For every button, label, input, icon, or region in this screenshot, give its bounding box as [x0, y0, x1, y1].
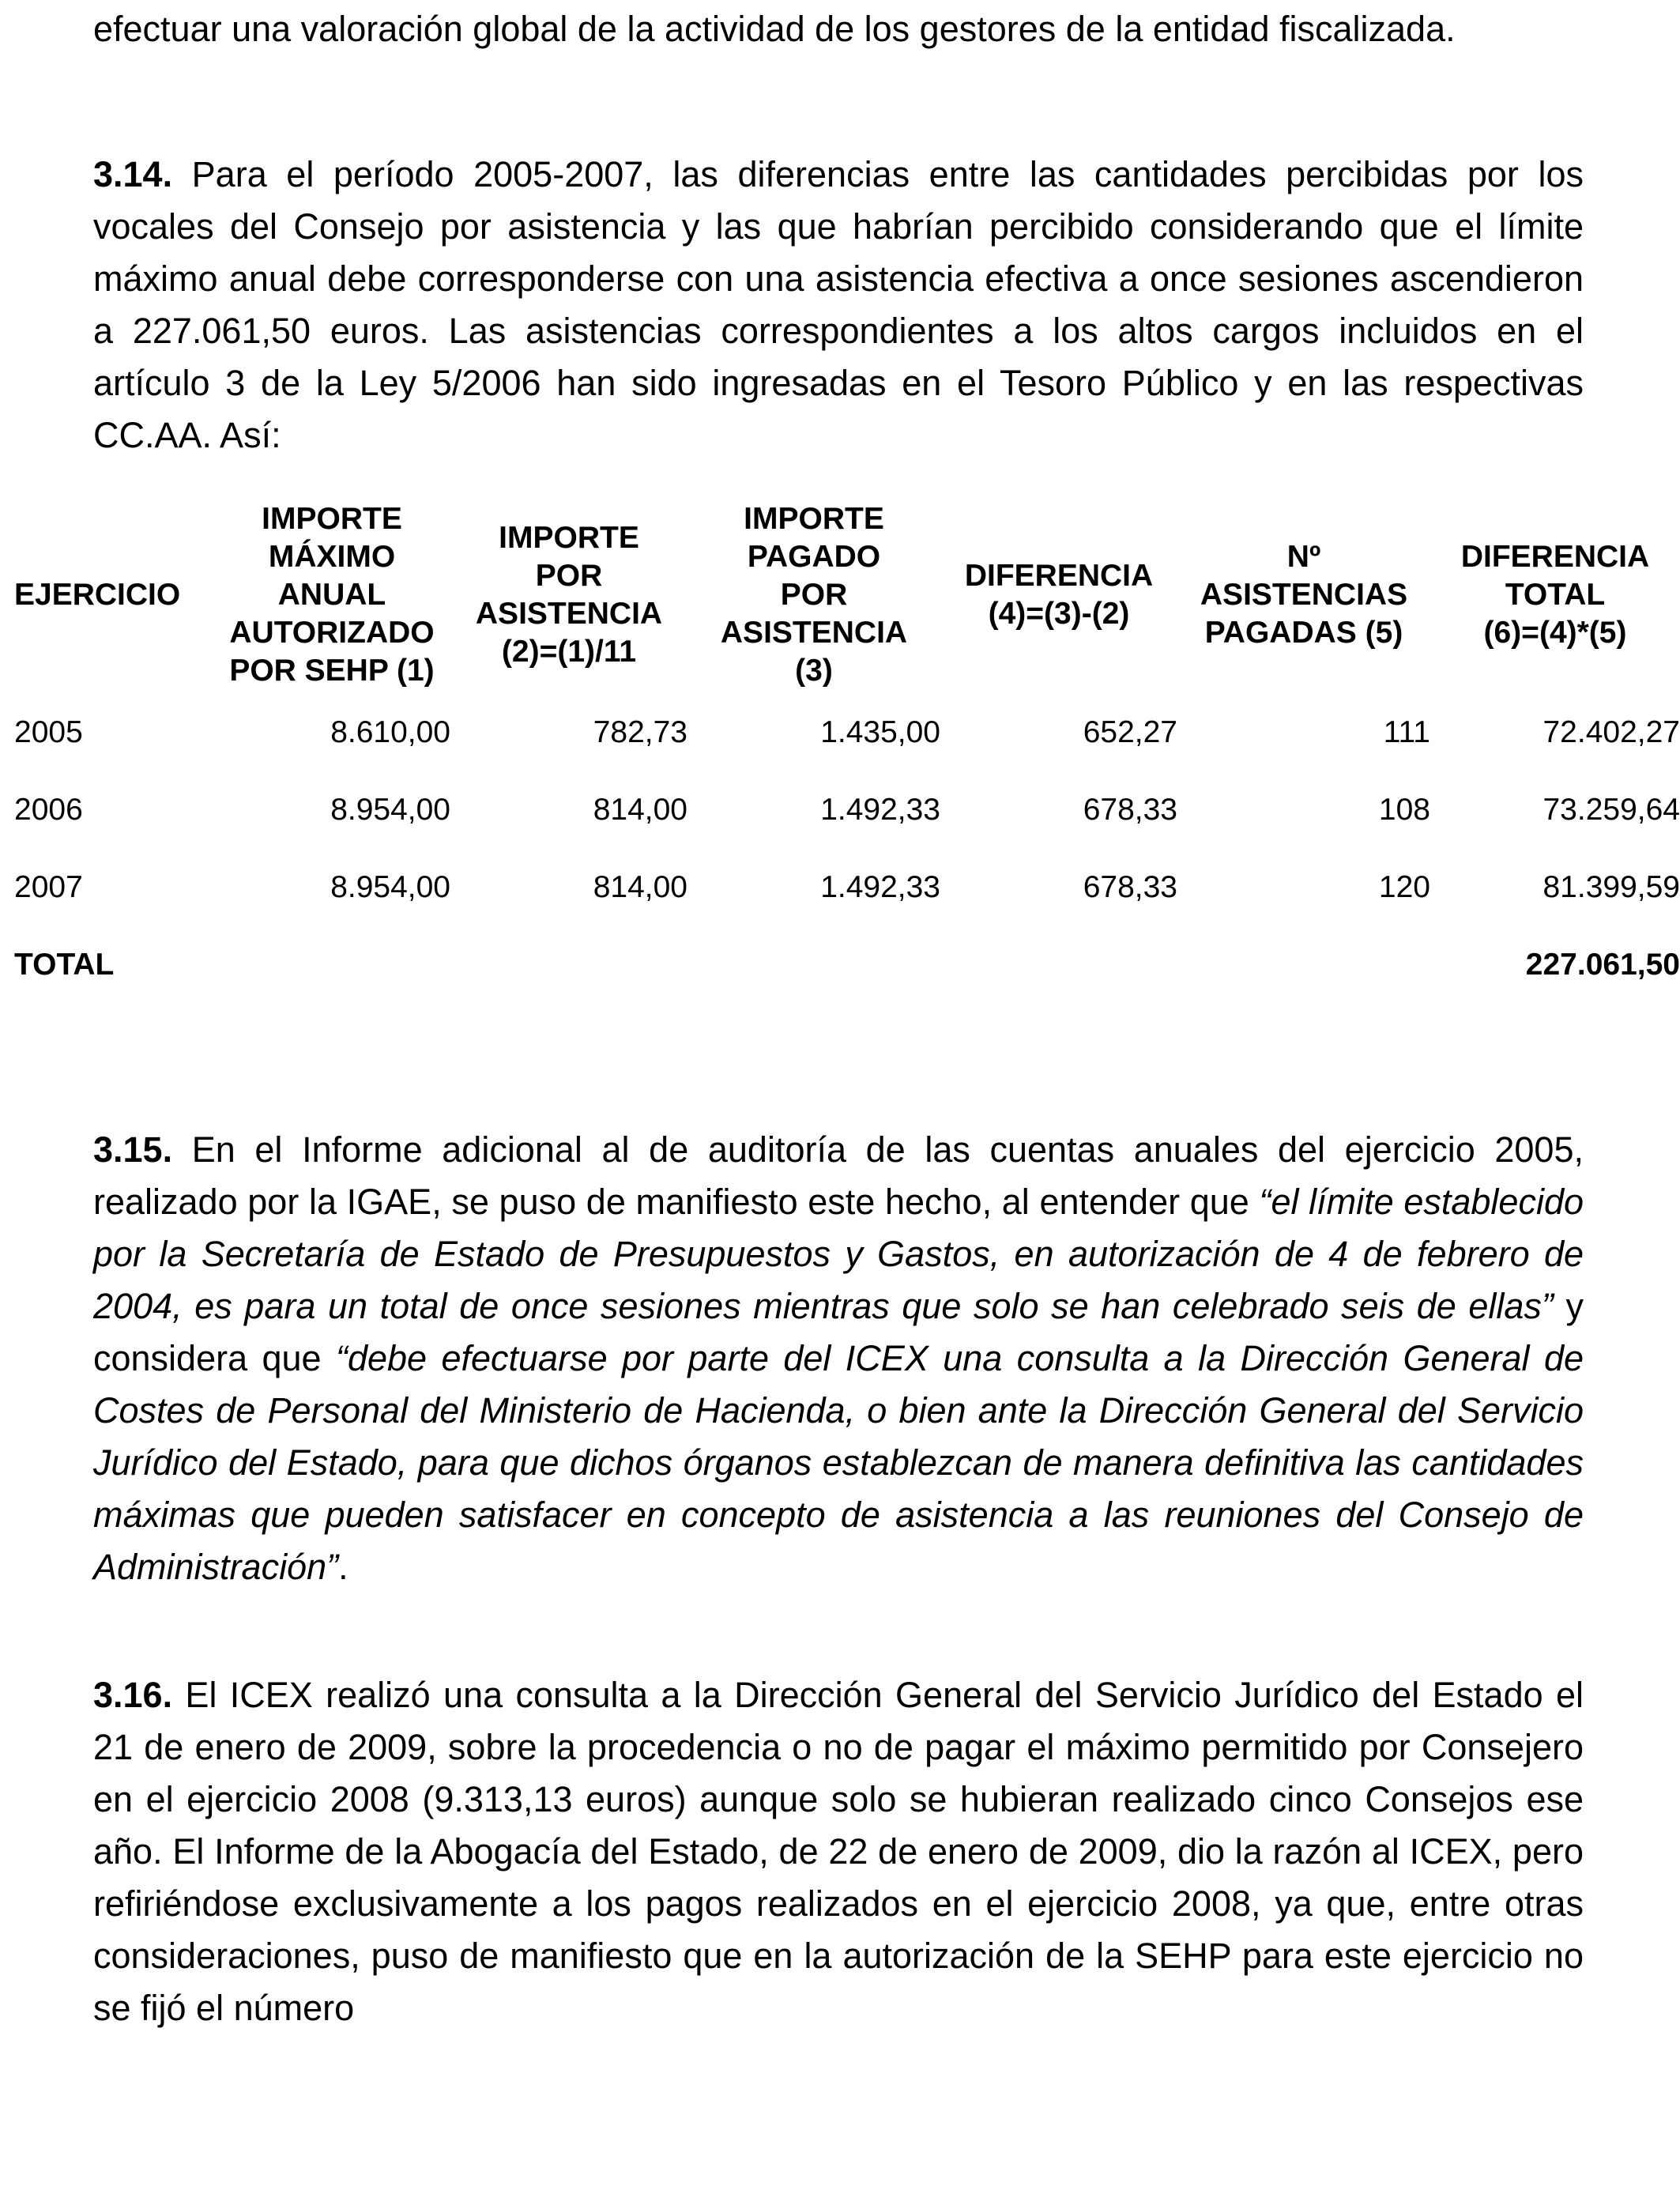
paragraph-text: y considera que [93, 1286, 1584, 1378]
cell-importe-pagado: 1.492,33 [820, 793, 940, 827]
total-label: TOTAL [14, 948, 115, 982]
header-importe-maximo: IMPORTE MÁXIMO ANUAL AUTORIZADO POR SEHP (1) [229, 502, 435, 688]
paragraph-number: 3.16. [93, 1675, 173, 1715]
paragraph-3-15 [93, 1124, 1584, 1593]
cell-importe-maximo: 8.954,00 [330, 793, 450, 827]
cell-importe-pagado: 1.435,00 [820, 715, 940, 749]
header-row [0, 496, 1680, 694]
cell-diferencia-total: 72.402,27 [1543, 715, 1680, 749]
asistencias-table [0, 496, 1680, 1004]
table-row [0, 694, 1680, 771]
header-asistencias-pagadas: Nº ASISTENCIAS PAGADAS (5) [1200, 540, 1408, 650]
total-value: 227.061,50 [1525, 948, 1680, 982]
quote-igae-1: “el límite establecido por la Secretaría de Estado de Presupuestos y Gastos, en autorización de 4 de febrero de 2004, es para un total de once sesiones mientras que solo se han celebrado seis de ellas” [93, 1182, 1584, 1326]
paragraph-intro-text: efectuar una valoración global de la actividad de los gestores de la entidad fiscalizada. [93, 9, 1456, 49]
cell-diferencia-total: 73.259,64 [1543, 793, 1680, 827]
table-row [0, 771, 1680, 849]
table-row [0, 849, 1680, 926]
paragraph-3-14 [93, 149, 1584, 462]
cell-asistencias-pagadas: 111 [1383, 715, 1430, 749]
paragraph-3-16 [93, 1669, 1584, 2034]
total-row [0, 926, 1680, 1004]
paragraph-text: En el Informe adicional al de auditoría de las cuentas anuales del ejercicio 2005, realizado por la IGAE, se puso de manifiesto este hecho, al entender que [93, 1129, 1584, 1222]
paragraph-text: . [338, 1547, 348, 1587]
cell-diferencia: 652,27 [1083, 715, 1177, 749]
header-importe-por-asistencia: IMPORTE POR ASISTENCIA (2)=(1)/11 [475, 521, 663, 669]
table-header [0, 496, 1680, 694]
cell-importe-pagado: 1.492,33 [820, 870, 940, 904]
cell-importe-maximo: 8.954,00 [330, 870, 450, 904]
paragraph-text: Para el período 2005-2007, las diferencias entre las cantidades percibidas por los vocales del Consejo por asistencia y las que habrían percibido considerando que el límite máximo anual debe corresponderse con una asistencia efectiva a once sesiones ascendieron a 227.061,50 euros. Las asistencias correspondientes a los altos cargos incluidos en el artículo 3 de la Ley 5/2006 han sido ingresadas en el Tesoro Público y en las respectivas CC.AA. Así: [93, 154, 1584, 455]
cell-ejercicio: 2007 [14, 870, 83, 904]
header-diferencia: DIFERENCIA (4)=(3)-(2) [964, 559, 1154, 631]
quote-igae-2: “debe efectuarse por parte del ICEX una consulta a la Dirección General de Costes de Personal del Ministerio de Hacienda, o bien ante la Dirección General del Servicio Jurídico del Estado, para que dichos órganos establezcan de manera definitiva las cantidades máximas que pueden satisfacer en concepto de asistencia a las reuniones del Consejo de Administración” [93, 1338, 1584, 1587]
cell-diferencia-total: 81.399,59 [1543, 870, 1680, 904]
cell-ejercicio: 2006 [14, 793, 83, 827]
cell-importe-por-asistencia: 814,00 [593, 870, 687, 904]
paragraph-number: 3.14. [93, 154, 173, 194]
cell-asistencias-pagadas: 120 [1378, 870, 1430, 904]
cell-importe-por-asistencia: 814,00 [593, 793, 687, 827]
cell-importe-maximo: 8.610,00 [330, 715, 450, 749]
paragraph-text: El ICEX realizó una consulta a la Dirección General del Servicio Jurídico del Estado el 21 de enero de 2009, sobre la procedencia o no de pagar el máximo permitido por Consejero en el ejercicio 2008 (9.313,13 euros) aunque solo se hubieran realizado cinco Consejos ese año. El Informe de la Abogacía del Estado, de 22 de enero de 2009, dio la razón al ICEX, pero refiriéndose exclusivamente a los pagos realizados en el ejercicio 2008, ya que, entre otras consideraciones, puso de manifiesto que en la autorización de la SEHP para este ejercicio no se fijó el número [93, 1675, 1584, 2028]
header-importe-pagado: IMPORTE PAGADO POR ASISTENCIA (3) [720, 502, 908, 688]
cell-asistencias-pagadas: 108 [1378, 793, 1430, 827]
paragraph-number: 3.15. [93, 1129, 173, 1170]
header-diferencia-total: DIFERENCIA TOTAL (6)=(4)*(5) [1460, 540, 1650, 650]
table-body [0, 694, 1680, 1004]
header-ejercicio: EJERCICIO [14, 578, 181, 612]
cell-ejercicio: 2005 [14, 715, 83, 749]
cell-diferencia: 678,33 [1083, 793, 1177, 827]
cell-diferencia: 678,33 [1083, 870, 1177, 904]
cell-importe-por-asistencia: 782,73 [593, 715, 687, 749]
paragraph-intro [93, 3, 1584, 55]
